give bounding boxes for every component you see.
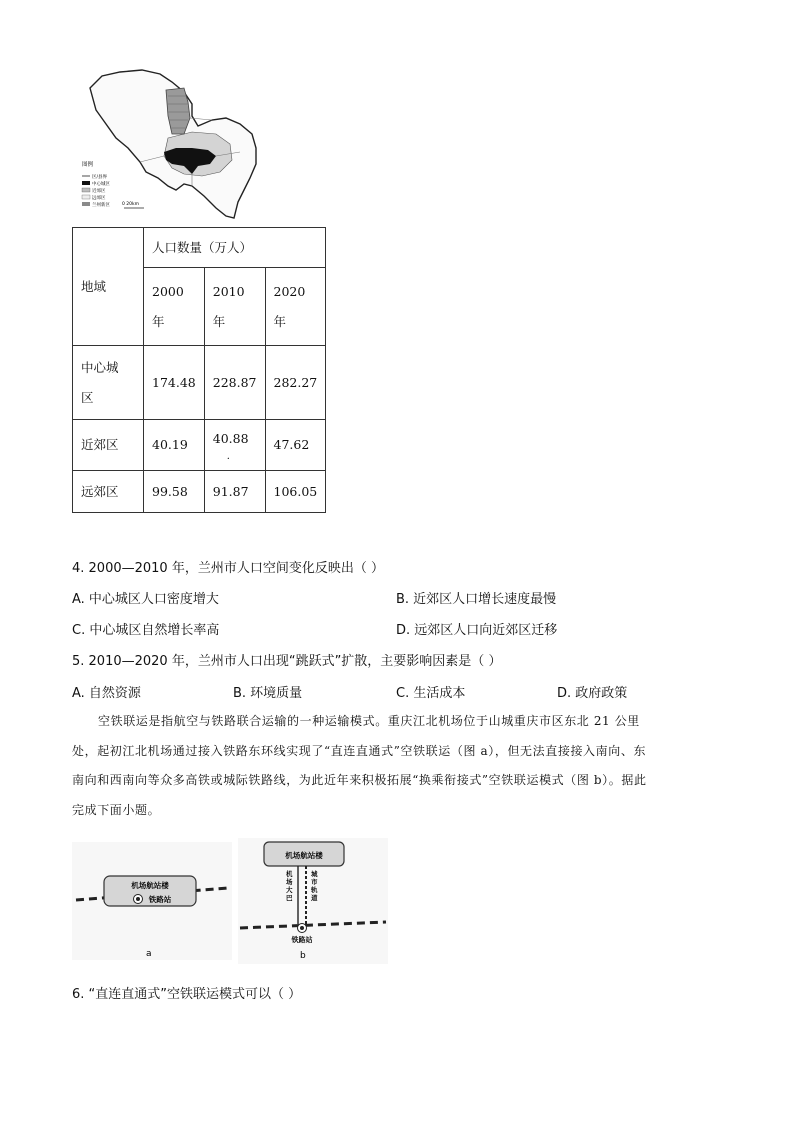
metro-label: 城市轨道: [311, 870, 318, 902]
terminal-label-b: 机场航站楼: [285, 851, 323, 860]
year-cell: [144, 268, 205, 346]
passage-line: 南向和西南向等众多高铁或城际铁路线，为此近年来积极拓展“换乘衔接式”空铁联运模式（图 b）。据此: [72, 773, 647, 787]
value-text: 40.88 ·: [213, 431, 249, 446]
station-label-a: 铁路站: [148, 895, 172, 904]
year-unit: 年: [152, 313, 165, 329]
legend-item-near: 近郊区: [92, 189, 106, 194]
legend-item-central: 中心城区: [92, 182, 110, 187]
passage-line: 空铁联运是指航空与铁路联合运输的一种运输模式。重庆江北机场位于山城重庆市区东北 21 公里: [98, 714, 640, 728]
station-label-b: 铁路站: [291, 936, 313, 944]
value-cell: 282.27: [265, 346, 326, 420]
q4-option-b[interactable]: B. 近郊区人口增长速度最慢: [396, 592, 557, 607]
lanzhou-district-map: [80, 68, 270, 228]
value-cell: 47.62: [265, 420, 326, 471]
q4-stem: 4. 2000—2010 年，兰州市人口空间变化反映出（ ）: [72, 561, 384, 576]
legend-item-far: 远郊区: [92, 196, 106, 201]
year-num: 2020: [273, 283, 306, 299]
caption-b: b: [300, 951, 306, 961]
bus-label: 机场大巴: [286, 870, 293, 902]
table-row: [73, 471, 326, 513]
q4-option-a[interactable]: A. 中心城区人口密度增大: [72, 592, 219, 607]
value-cell: 91.87: [204, 471, 265, 513]
year-num: 2000: [152, 283, 184, 299]
terminal-label-a: 机场航站楼: [131, 881, 169, 890]
year-cell: [265, 268, 326, 346]
year-num: 2010: [212, 283, 245, 299]
map-legend: [82, 173, 110, 208]
figure-a-direct-link: [72, 842, 232, 960]
region-header: 地域: [81, 278, 107, 294]
region-header-cell: [73, 228, 144, 346]
scale-text: 0 20km: [122, 202, 140, 207]
q4-option-c[interactable]: C. 中心城区自然增长率高: [72, 623, 220, 638]
figure-b-transfer-link: [238, 838, 388, 964]
q5-stem: 5. 2010—2020 年，兰州市人口出现“跳跃式”扩散，主要影响因素是（ ）: [72, 654, 502, 669]
pop-header-cell: [144, 228, 326, 268]
value-cell: [204, 420, 265, 471]
value-cell: 174.48: [144, 346, 205, 420]
scale-bar: [122, 201, 144, 208]
year-cell: [204, 268, 265, 346]
q5-option-b[interactable]: B. 环境质量: [233, 686, 303, 701]
value-cell: 228.87: [204, 346, 265, 420]
pop-header: 人口数量（万人）: [152, 239, 253, 255]
value-cell: 106.05: [265, 471, 326, 513]
region-name: 中心城: [81, 359, 119, 375]
passage: [72, 707, 722, 825]
legend-title: 图例: [82, 162, 94, 168]
q5-option-a[interactable]: A. 自然资源: [72, 686, 141, 701]
region-cell: 远郊区: [73, 471, 144, 513]
region-cell: [73, 346, 144, 420]
legend-item-newdistrict: 兰州新区: [92, 203, 110, 208]
table-row: [73, 346, 326, 420]
population-table: [72, 227, 326, 513]
caption-a: a: [146, 949, 152, 959]
q5-option-c[interactable]: C. 生活成本: [396, 686, 466, 701]
value-cell: 99.58: [144, 471, 205, 513]
legend-item-boundary: 区/县界: [92, 175, 108, 180]
value-cell: 40.19: [144, 420, 205, 471]
passage-line: 处，起初江北机场通过接入铁路东环线实现了“直连直通式”空铁联运（图 a），但无法直接接入南向、东: [72, 743, 647, 758]
q4-option-d[interactable]: D. 远郊区人口向近郊区迁移: [396, 623, 558, 638]
region-name-cont: 区: [81, 389, 94, 405]
year-unit: 年: [212, 313, 226, 329]
table-row: [73, 420, 326, 471]
passage-line: 完成下面小题。: [72, 802, 161, 817]
q5-option-d[interactable]: D. 政府政策: [557, 686, 628, 701]
year-unit: 年: [273, 313, 287, 329]
region-cell: 近郊区: [73, 420, 144, 471]
q6-stem: 6. “直连直通式”空铁联运模式可以（ ）: [72, 987, 302, 1002]
